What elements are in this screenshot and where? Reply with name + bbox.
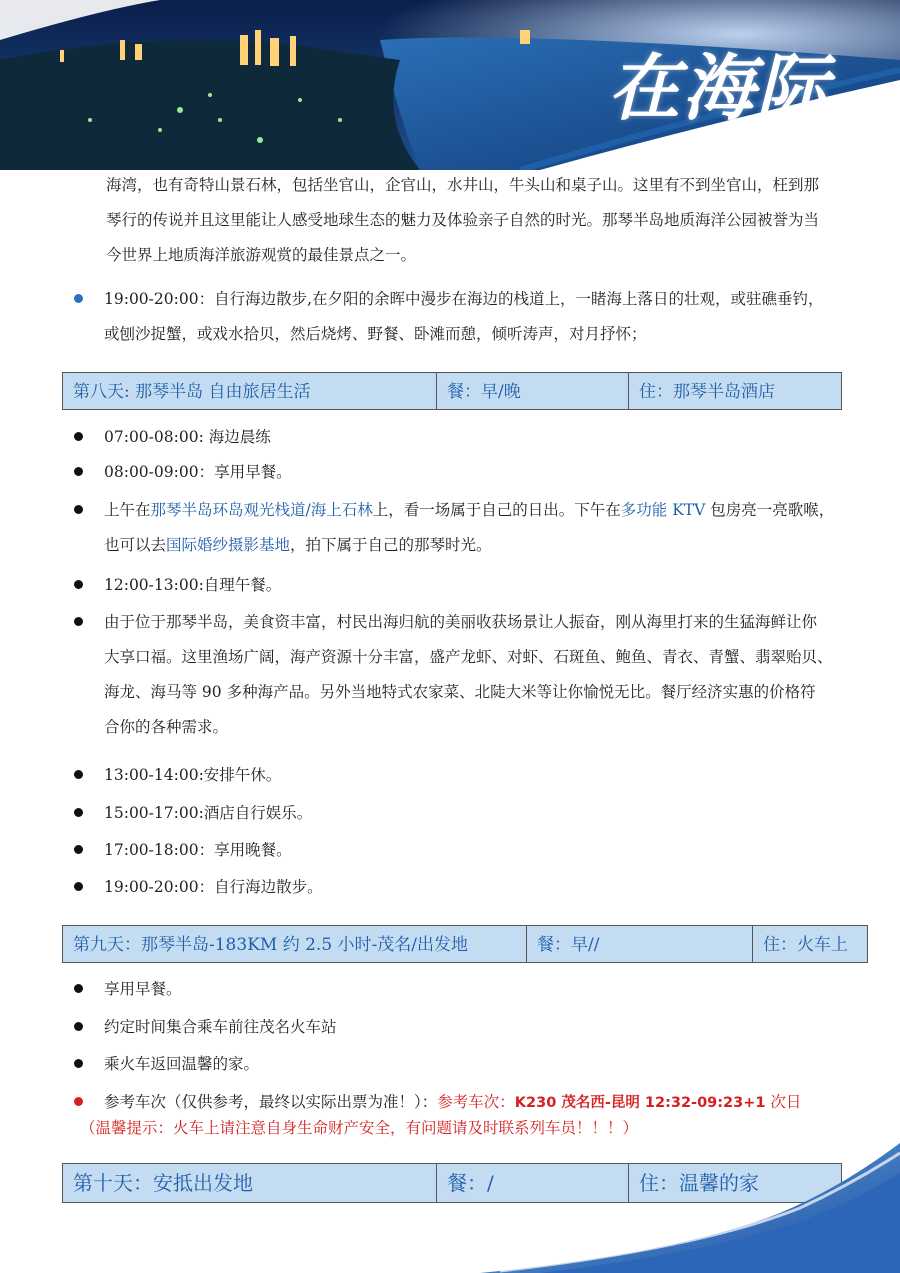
intro-line: 海湾，也有奇特山景石林，包括坐官山，企官山，水井山，牛头山和桌子山。这里有不到坐官山，枉到那	[106, 176, 820, 194]
list-item: 08:00-09:00：享用早餐。	[104, 455, 849, 490]
bullet-icon	[74, 1097, 83, 1106]
day9-stay: 住：火车上	[763, 935, 848, 955]
day8-title: 第八天: 那琴半岛 自由旅居生活	[63, 373, 437, 409]
day8-header	[62, 372, 842, 410]
bullet-icon	[74, 467, 83, 476]
warm-tip: （温馨提示：火车上请注意自身生命财产安全，有问题请及时联系列车员！！！）	[80, 1119, 639, 1137]
day9-meal: 餐：早//	[527, 926, 753, 962]
list-item: 乘火车返回温馨的家。	[104, 1047, 849, 1082]
evening-walk-line: 或刨沙捉蟹，或戏水拾贝，然后烧烤、野餐、卧滩而憩，倾听涛声，对月抒怀；	[104, 325, 647, 343]
bullet-icon	[74, 882, 83, 891]
list-item: 15:00-17:00:酒店自行娱乐。	[104, 796, 849, 831]
bullet-icon	[74, 770, 83, 779]
bullet-icon	[74, 808, 83, 817]
link-text: 那琴半岛环岛观光栈道/海上石林	[150, 501, 373, 519]
list-item: 12:00-13:00:自理午餐。	[104, 568, 849, 603]
intro-paragraph	[106, 168, 846, 273]
day9-title: 第九天：那琴半岛-183KM 约 2.5 小时-茂名/出发地	[63, 926, 527, 962]
bullet-icon	[74, 432, 83, 441]
decorative-wave	[480, 1133, 900, 1273]
bullet-icon	[74, 294, 83, 303]
bullet-icon	[74, 505, 83, 514]
list-item: 享用早餐。	[104, 972, 849, 1007]
day10-title: 第十天：安抵出发地	[63, 1164, 437, 1202]
day8-stay: 住：那琴半岛酒店	[639, 382, 775, 402]
train-number: K230 茂名西-昆明 12:32-09:23+1	[514, 1095, 766, 1111]
bullet-icon	[74, 1022, 83, 1031]
header-banner	[0, 0, 900, 170]
bullet-icon	[74, 1059, 83, 1068]
list-item: 上午在那琴半岛环岛观光栈道/海上石林上，看一场属于自己的日出。下午在多功能 KTV 包房亮一亮歌喉， 也可以去国际婚纱摄影基地，拍下属于自己的那琴时光。	[104, 493, 849, 563]
list-item: 由于位于那琴半岛，美食资丰富，村民出海归航的美丽收获场景让人振奋，刚从海里打来的生猛海鲜让你 大享口福。这里渔场广阔，海产资源十分丰富，盛产龙虾、对虾、石斑鱼、鲍鱼、青衣、青蟹、翡翠贻贝、 海龙、海马等 90 多种海产品。另外当地特式农家菜、北陡大米等让你愉悦无比。餐厅经济实惠的价格符 合你的各种需求。	[104, 605, 849, 745]
bullet-icon	[74, 845, 83, 854]
intro-line: 今世界上地质海洋旅游观赏的最佳景点之一。	[106, 246, 417, 264]
link-text: 国际婚纱摄影基地	[166, 536, 291, 554]
list-item: 17:00-18:00：享用晚餐。	[104, 833, 849, 868]
brand-logo: 在海际	[607, 45, 830, 130]
evening-walk-line: 19:00-20:00：自行海边散步,在夕阳的余晖中漫步在海边的栈道上，一睹海上落日的壮观，或驻礁垂钓，	[104, 290, 824, 308]
list-item: 07:00-08:00: 海边晨练	[104, 420, 849, 455]
bullet-icon	[74, 617, 83, 626]
list-item: 19:00-20:00：自行海边散步。	[104, 870, 849, 905]
bullet-icon	[74, 580, 83, 589]
train-reference-item: 参考车次（仅供参考，最终以实际出票为准！）：参考车次：K230 茂名西-昆明 12:32-09:23+1 次日	[104, 1085, 864, 1121]
evening-walk-item	[104, 282, 849, 352]
day10-meal: 餐：/	[437, 1164, 629, 1202]
bullet-icon	[74, 984, 83, 993]
day8-meal: 餐：早/晚	[437, 373, 629, 409]
list-item: 约定时间集合乘车前往茂名火车站	[104, 1010, 849, 1045]
link-text: 多功能 KTV	[620, 501, 706, 519]
day9-header	[62, 925, 868, 963]
list-item: 13:00-14:00:安排午休。	[104, 758, 849, 793]
day10-stay: 住：温馨的家	[639, 1171, 759, 1195]
intro-line: 琴行的传说并且这里能让人感受地球生态的魅力及体验亲子自然的时光。那琴半岛地质海洋公园被誉为当	[106, 211, 820, 229]
